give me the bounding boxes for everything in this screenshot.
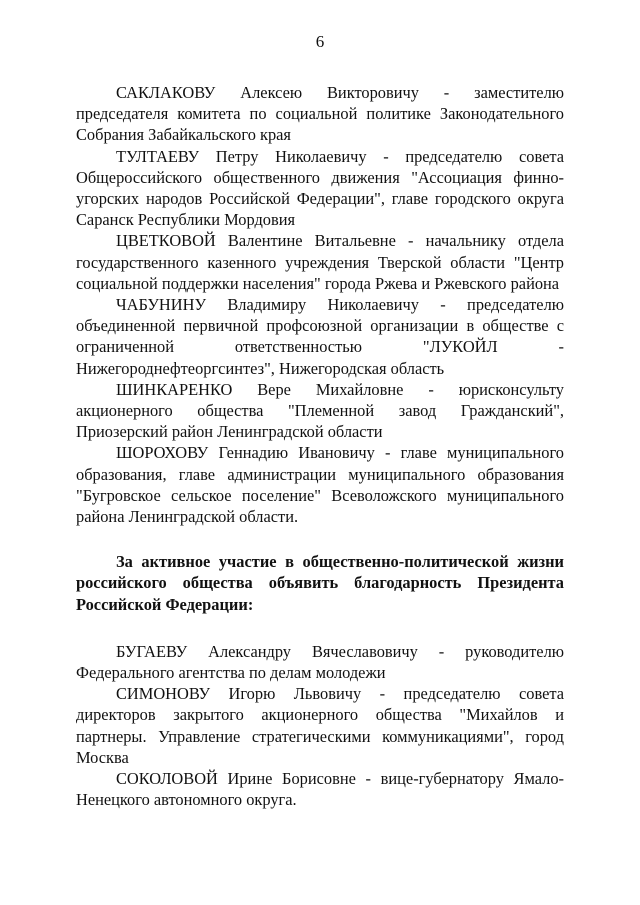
- award-entry-tsvetkova: ЦВЕТКОВОЙ Валентине Витальевне - начальнику отдела государственного казенного учреждения Тверской области "Центр социальной поддержки населения" города Ржева и Ржевского района: [76, 231, 564, 293]
- award-entry-tultaev: ТУЛТАЕВУ Петру Николаевичу - председателю совета Общероссийского общественного движения "Ассоциация финно-угорских народов Российской Федерации", главе городского округа Саранск Республики Мордовия: [76, 146, 564, 230]
- award-entry-shorokhov: ШОРОХОВУ Геннадию Ивановичу - главе муниципального образования, главе администрации муниципального образования "Бугровское сельское поселение" Всеволожского муниципального района Ленинградской области.: [76, 443, 564, 527]
- document-body: [76, 82, 564, 811]
- page-number: 6: [315, 32, 325, 51]
- section-heading: За активное участие в общественно-политической жизни российского общества объявить благодарность Президента Российской Федерации:: [76, 552, 564, 614]
- award-entry-saklakov: САКЛАКОВУ Алексею Викторовичу - заместителю председателя комитета по социальной политике Законодательного Собрания Забайкальского края: [76, 83, 564, 145]
- award-entry-chabunin: ЧАБУНИНУ Владимиру Николаевичу - председателю объединенной первичной профсоюзной организации в обществе с ограниченной ответственностью "ЛУКОЙЛ - Нижегороднефтеоргсинтез", Нижегородская область: [76, 295, 564, 378]
- award-entry-simonov: СИМОНОВУ Игорю Львовичу - председателю совета директоров закрытого акционерного общества "Михайлов и партнеры. Управление стратегическими коммуникациями", город Москва: [76, 684, 564, 767]
- award-entry-shinkarenko: ШИНКАРЕНКО Вере Михайловне - юрисконсульту акционерного общества "Племенной завод Гражданский", Приозерский район Ленинградской области: [76, 379, 564, 442]
- award-entry-bugaev: БУГАЕВУ Александру Вячеславовичу - руководителю Федерального агентства по делам молодежи: [76, 641, 564, 683]
- award-entry-sokolova: СОКОЛОВОЙ Ирине Борисовне - вице-губернатору Ямало-Ненецкого автономного округа.: [76, 769, 564, 810]
